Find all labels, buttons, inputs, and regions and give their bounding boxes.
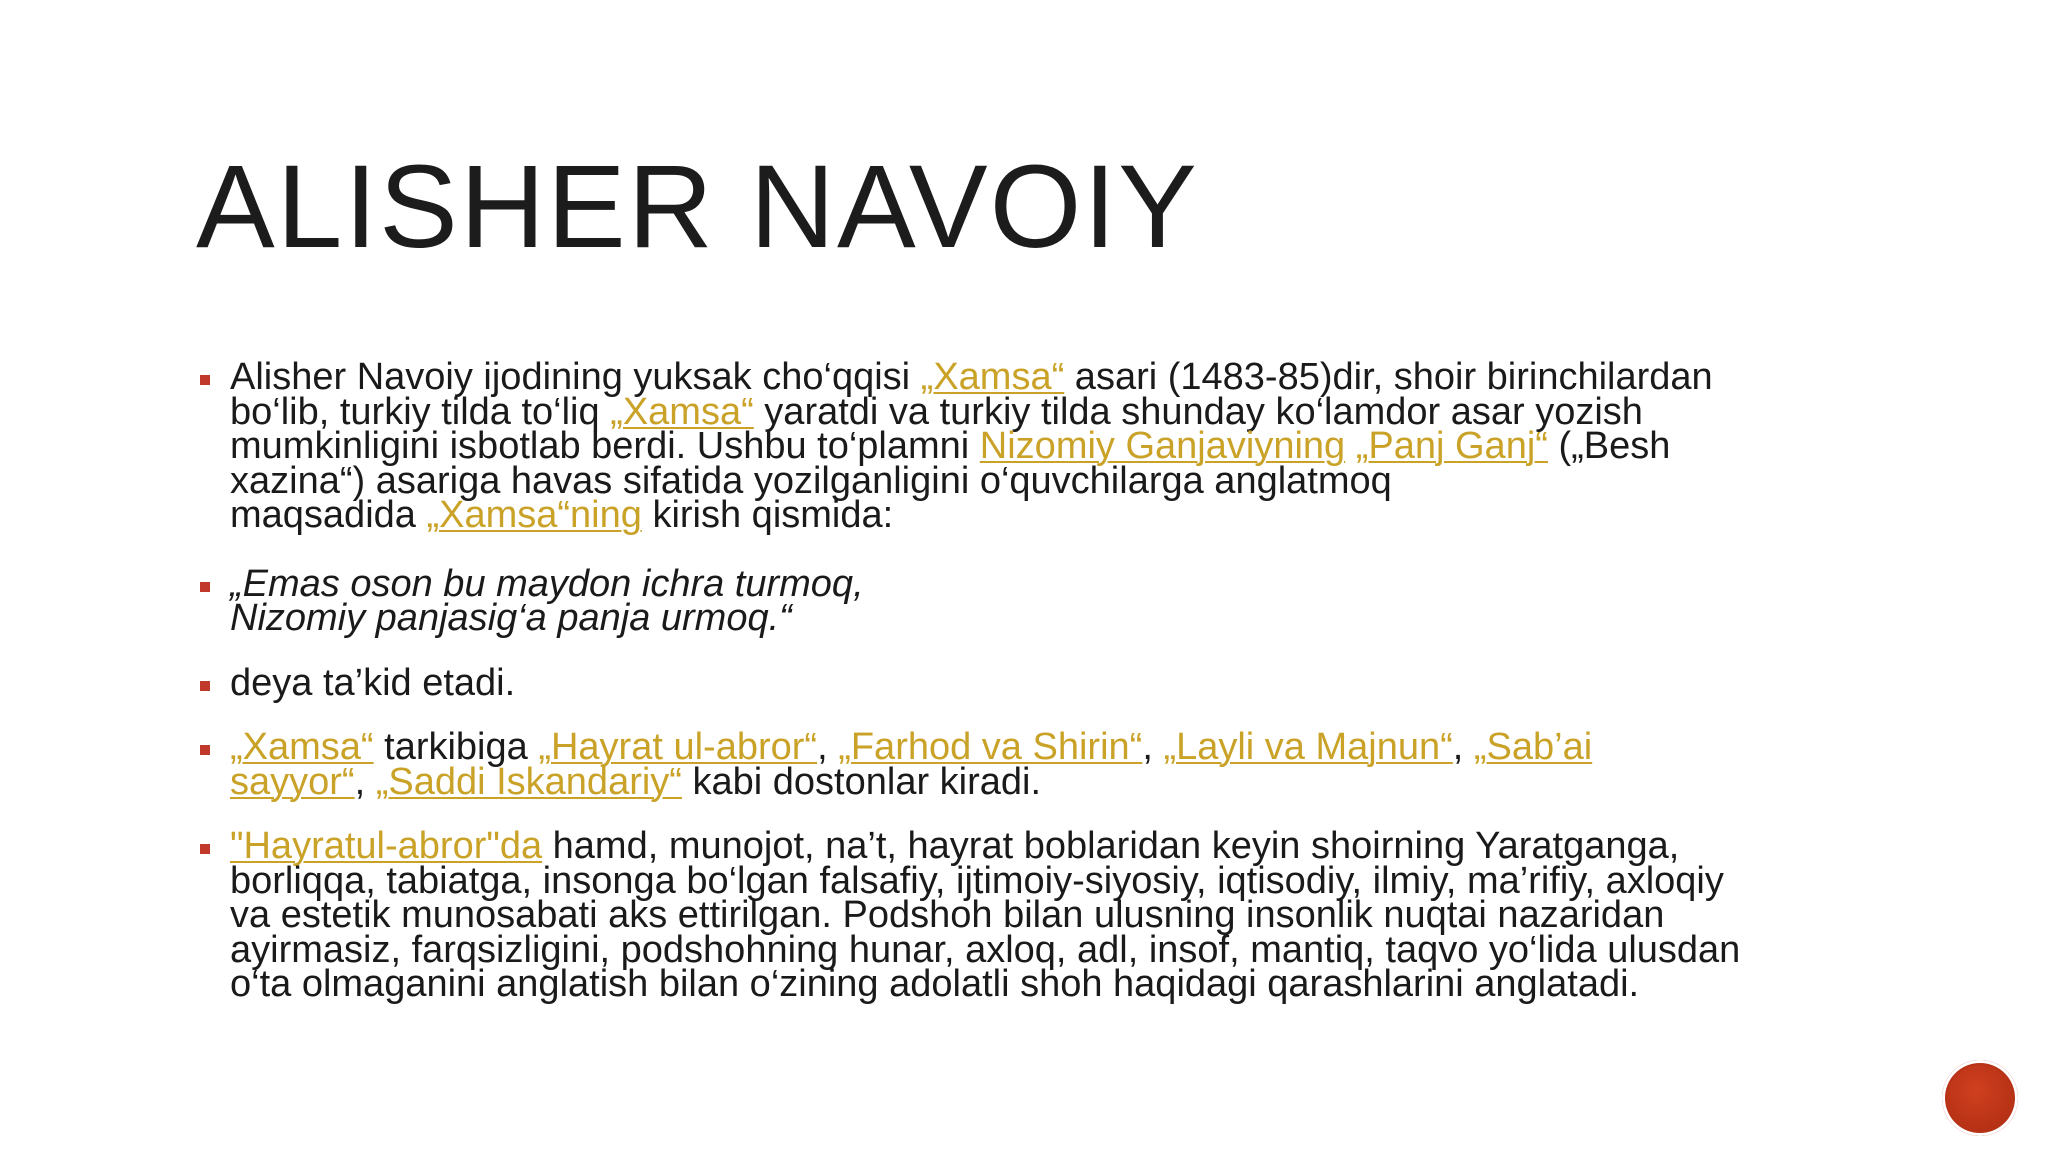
square-bullet-icon (200, 745, 210, 755)
text-line: deya ta’kid etadi. (230, 661, 516, 704)
text-span: , (1142, 726, 1164, 768)
text-span: kabi dostonlar kiradi. (681, 760, 1042, 803)
square-bullet-icon (200, 375, 210, 385)
text-line: ayirmasiz, farqsizligini, podshohning hunar, axloq, adl, insof, mantiq, taqvo yo‘lida ulusdan (230, 928, 1741, 971)
text-span: kirish qismida: (641, 494, 894, 536)
bullet-item-xamsa-intro (200, 356, 1900, 536)
text-line (230, 494, 1900, 536)
text-span: tarkibiga (373, 726, 539, 768)
text-span: , (354, 760, 376, 803)
link-hayratul-abror[interactable]: "Hayratul-abror"da (230, 825, 543, 867)
link-farhod-va-shirin[interactable]: „Farhod va Shirin“ (838, 726, 1143, 768)
link-xamsa[interactable]: „Xamsa“ (610, 390, 754, 433)
text-span: , (817, 726, 839, 768)
text-line (230, 390, 1900, 433)
text-span: hamd, munojot, na’t, hayrat boblaridan keyin shoirning Yaratganga, (542, 825, 1680, 867)
text-line (230, 425, 1900, 467)
link-sabai-sayyor[interactable]: „Sab’ai (1473, 726, 1593, 768)
link-saddi-iskandariy[interactable]: „Saddi Iskandariy“ (375, 760, 682, 803)
text-line (230, 825, 1900, 867)
text-span: bo‘lib, turkiy tilda to‘liq (230, 390, 611, 433)
text-line: xazina“) asariga havas sifatida yozilganligini o‘quvchilarga anglatmoq (230, 459, 1392, 502)
text-span: maqsadida (230, 494, 427, 536)
text-span: („Besh (1547, 425, 1671, 467)
slide-title: ALISHER NAVOIY (196, 141, 1199, 273)
link-xamsa[interactable]: „Xamsa“ (230, 726, 374, 768)
link-panj-ganj[interactable]: „Panj Ganj“ (1355, 425, 1548, 467)
square-bullet-icon (200, 582, 210, 592)
text-span: asari (1483-85)dir, shoir birinchilardan (1064, 356, 1713, 398)
text-line: va estetik munosabati aks ettirilgan. Podshoh bilan ulusning insonlik nuqtai nazaridan (230, 894, 1665, 936)
link-hayrat-ul-abror[interactable]: „Hayrat ul-abror“ (538, 726, 818, 768)
slide-nav-button[interactable] (1942, 1060, 2018, 1136)
quote-line: Nizomiy panjasig‘a panja urmoq.“ (230, 597, 792, 639)
quote-line: „Emas oson bu maydon ichra turmoq, (230, 562, 864, 605)
square-bullet-icon (200, 681, 210, 691)
link-nizomiy-ganjaviy[interactable]: Nizomiy Ganjaviyning (979, 425, 1346, 467)
link-layli-va-majnun[interactable]: „Layli va Majnun“ (1163, 726, 1453, 768)
bullet-item-hayratul-abror (200, 825, 1900, 1005)
bullet-item-xamsa-parts (200, 726, 1900, 803)
text-span: , (1452, 726, 1474, 768)
bullet-item-quote (200, 562, 1900, 639)
text-span: yaratdi va turkiy tilda shunday ko‘lamdor asar yozish (753, 390, 1643, 433)
text-line (230, 760, 1900, 803)
text-span: Alisher Navoiy ijodining yuksak cho‘qqisi (230, 356, 921, 398)
text-line (230, 726, 1900, 768)
link-xamsaning[interactable]: „Xamsa“ning (426, 494, 642, 536)
link-xamsa[interactable]: „Xamsa“ (920, 356, 1065, 398)
link-sabai-sayyor[interactable]: sayyor“ (230, 760, 355, 803)
text-line: borliqqa, tabiatga, insonga bo‘lgan falsafiy, ijtimoiy-siyosiy, iqtisodiy, ilmiy, ma’rifiy, axloqiy (230, 859, 1724, 902)
bullet-item-takid (200, 661, 1900, 704)
bullet-list (200, 356, 1900, 1028)
text-span: mumkinligini isbotlab berdi. Ushbu to‘plamni (230, 425, 980, 467)
text-line (230, 356, 1900, 398)
text-line: o‘ta olmaganini anglatish bilan o‘zining adolatli shoh haqidagi qarashlarini anglatadi. (230, 963, 1640, 1005)
square-bullet-icon (200, 844, 210, 854)
